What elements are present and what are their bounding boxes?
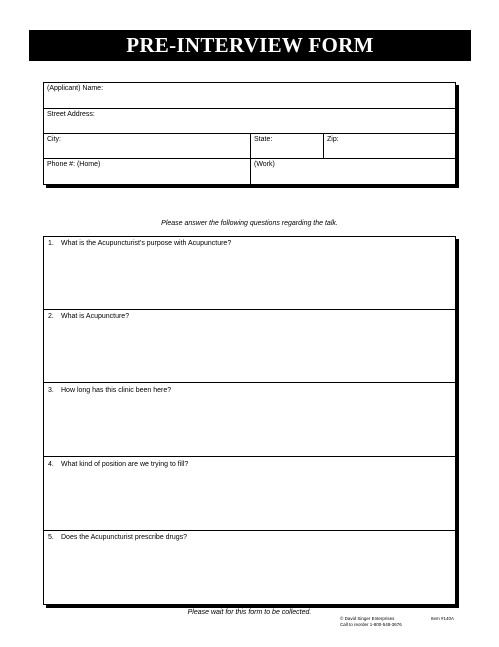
state-field[interactable] <box>250 134 323 158</box>
state-label: State: <box>254 136 273 143</box>
question-text: What kind of position are we trying to fill? <box>61 461 189 468</box>
copyright-line: © David Singer Enterprises <box>340 616 395 621</box>
phone-work-field[interactable] <box>250 159 455 185</box>
question-4[interactable] <box>44 458 455 531</box>
question-number: 4. <box>48 461 54 468</box>
collection-note: Please wait for this form to be collected. <box>187 609 312 616</box>
applicant-info-box <box>43 82 456 185</box>
city-label: City: <box>47 136 61 143</box>
zip-label: Zip: <box>327 136 339 143</box>
street-address-field[interactable] <box>44 109 455 133</box>
name-label: (Applicant) Name: <box>47 85 104 92</box>
city-field[interactable] <box>44 134 250 158</box>
question-text: How long has this clinic been here? <box>61 387 172 394</box>
street-row <box>44 109 455 134</box>
questions-box <box>43 236 456 605</box>
name-row <box>44 83 455 109</box>
question-2[interactable] <box>44 310 455 383</box>
street-address-label: Street Address: <box>47 111 95 118</box>
reorder-line: Call to reorder 1-800-548-3676 <box>340 622 402 627</box>
zip-field[interactable] <box>323 134 455 158</box>
question-1[interactable] <box>44 237 455 310</box>
question-number: 2. <box>48 313 54 320</box>
instructions-text: Please answer the following questions regarding the talk. <box>161 220 338 227</box>
question-3[interactable] <box>44 384 455 457</box>
question-text: What is the Acupuncturist's purpose with Acupuncture? <box>61 240 232 247</box>
question-5[interactable] <box>44 531 455 605</box>
city-state-zip-row <box>44 134 455 159</box>
question-number: 5. <box>48 534 54 541</box>
copyright-block <box>340 616 402 628</box>
question-text: Does the Acupuncturist prescribe drugs? <box>61 534 188 541</box>
phone-work-label: (Work) <box>254 161 275 168</box>
name-field[interactable] <box>44 83 455 108</box>
question-number: 3. <box>48 387 54 394</box>
phone-home-field[interactable] <box>44 159 250 185</box>
phone-row <box>44 159 455 185</box>
phone-home-label: Phone #: (Home) <box>47 161 101 168</box>
item-number: Item #140A <box>431 616 455 621</box>
question-number: 1. <box>48 240 54 247</box>
question-text: What is Acupuncture? <box>61 313 130 320</box>
form-title: PRE-INTERVIEW FORM <box>29 30 471 61</box>
